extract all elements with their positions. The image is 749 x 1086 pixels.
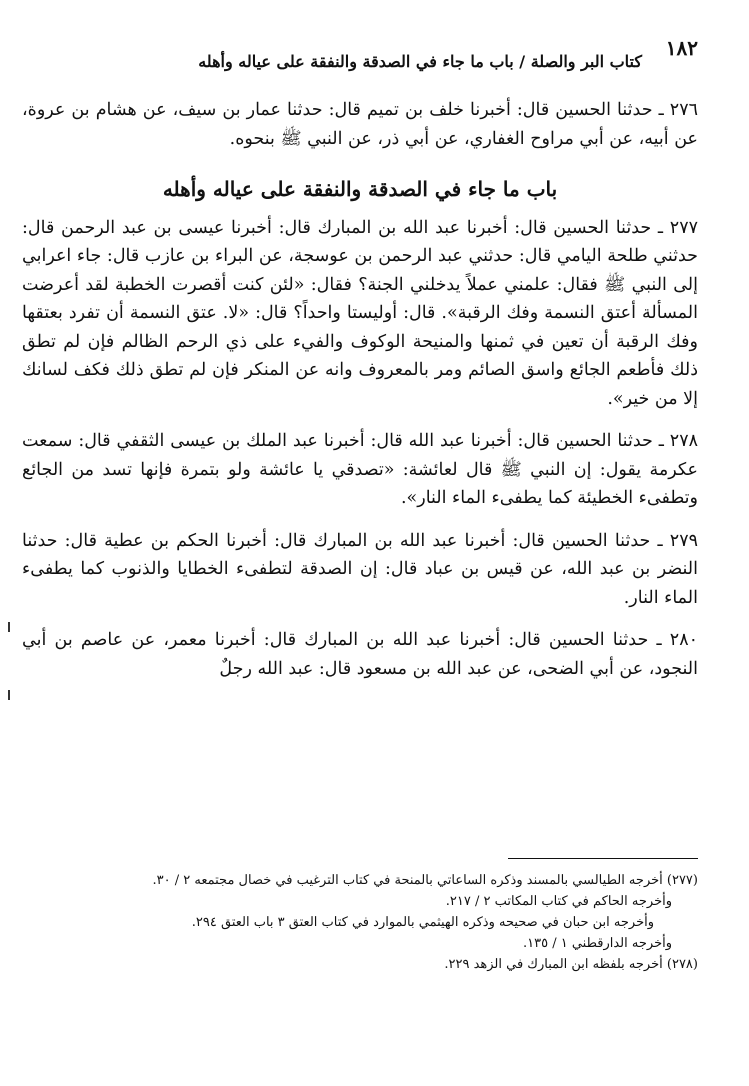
hadith-277: [22, 214, 698, 414]
running-head-title: كتاب البر والصلة / باب ما جاء في الصدقة والنفقة على عياله وأهله: [198, 52, 642, 71]
book-page: [22, 28, 698, 1068]
scan-edge-mark: [8, 690, 10, 700]
hadith-278: [22, 427, 698, 513]
hadith-text: ٢٨٠ ـ حدثنا الحسين قال: أخبرنا عبد الله بن المبارك قال: أخبرنا معمر، عن عاصم بن أبي النجود، عن أبي الضحى، عن عبد الله بن مسعود قال: عبد الله رجلٌ: [22, 630, 698, 679]
page-number: ١٨٢: [665, 36, 698, 60]
footnote: (٢٧٧) أخرجه الطيالسي بالمسند وذكره الساعاتي بالمنحة في كتاب الترغيب في خصال مجتمعه ٢ / ٣٠.: [152, 873, 698, 888]
hadith-280: [22, 626, 698, 683]
body-text: [22, 96, 698, 697]
footnote-divider: [508, 858, 698, 859]
footnotes: [22, 870, 698, 975]
footnote: وأخرجه ابن حبان في صحيحه وذكره الهيثمي بالموارد في كتاب العتق ٣ باب العتق ٢٩٤.: [191, 915, 654, 930]
chapter-heading: باب ما جاء في الصدقة والنفقة على عياله وأهله: [162, 177, 558, 201]
hadith-text: ٢٧٨ ـ حدثنا الحسين قال: أخبرنا عبد الله قال: أخبرنا عبد الملك بن عيسى الثقفي قال: سمعت عكرمة يقول: إن النبي ﷺ قال لعائشة: «تصدقي يا عائشة ولو بتمرة فإنها تسد من الجائع وتطفىء الخطيئة كما يطفىء الماء النار».: [22, 431, 698, 508]
scan-edge-mark: [8, 622, 10, 632]
hadith-279: [22, 527, 698, 613]
footnote: وأخرجه الدارقطني ١ / ١٣٥.: [522, 936, 672, 951]
hadith-text: ٢٧٩ ـ حدثنا الحسين قال: أخبرنا عبد الله بن المبارك قال: أخبرنا الحكم بن عطية قال: حدثنا النضر بن عبد الله، عن قيس بن عباد قال: إن الصدقة لتطفىء الخطايا والذنوب كما يطفىء الماء النار.: [22, 530, 698, 608]
footnote: وأخرجه الحاكم في كتاب المكاتب ٢ / ٢١٧.: [445, 894, 672, 909]
running-head: [22, 38, 698, 78]
hadith-text: ٢٧٧ ـ حدثنا الحسين قال: أخبرنا عبد الله بن المبارك قال: أخبرنا عيسى بن عبد الرحمن قال: حدثني طلحة اليامي قال: حدثني عبد الرحمن بن عوسجة، عن البراء بن عازب قال: جاء اعرابي إلى النبي ﷺ فقال: علمني عملاً يدخلني الجنة؟ فقال: «لئن كنت أقصرت الخطبة لقد أعرضت المسألة أعتق النسمة وفك الرقبة». قال: أوليستا واحداً؟ قال: «لا. عتق النسمة أن تفرد بعتقها وفك الرقبة أن تعين في ثمنها والمنيحة الوكوف والفيء على ذي الرحم الظالم فإن لم تطق ذلك فأطعم الجائع واسق الصائم ومر بالمعروف وانه عن المنكر فإن لم تطق ذلك فكف لسانك إلا من خير».: [22, 217, 698, 409]
hadith-276: [22, 96, 698, 153]
footnote: (٢٧٨) أخرجه بلفظه ابن المبارك في الزهد ٢٢٩.: [444, 957, 698, 972]
hadith-text: ٢٧٦ ـ حدثنا الحسين قال: أخبرنا خلف بن تميم قال: حدثنا عمار بن سيف، عن هشام بن عروة، عن أبيه، عن أبي مراوح الغفاري، عن أبي ذر، عن النبي ﷺ بنحوه.: [22, 100, 698, 149]
